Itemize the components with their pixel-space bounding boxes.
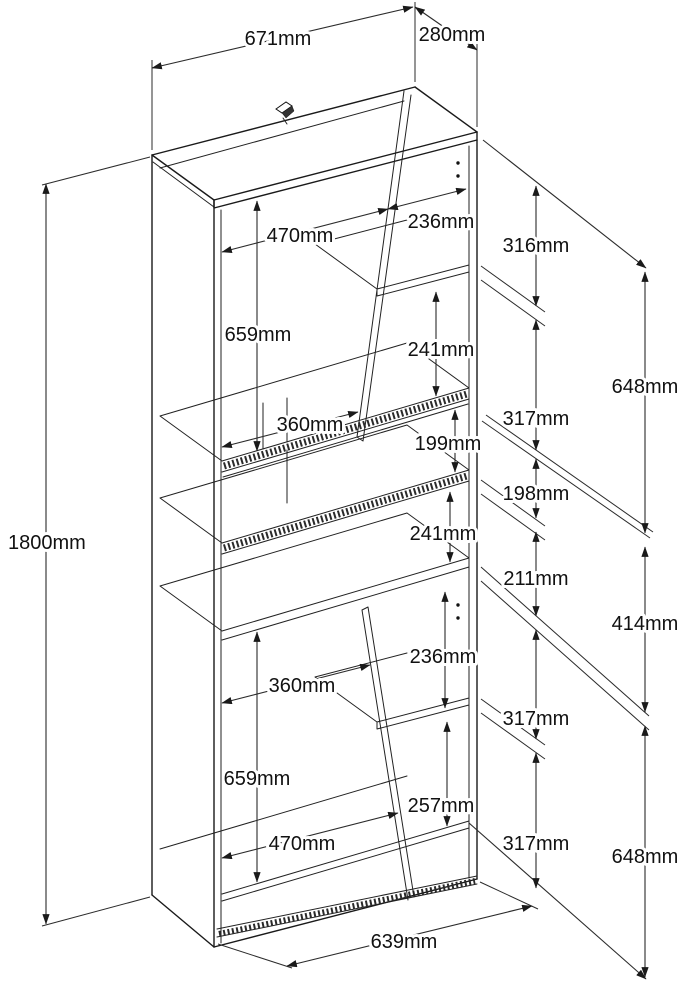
tilt-doors	[357, 91, 414, 900]
dim-label-right-segment-3: 198mm	[502, 483, 570, 505]
dim-label-right-middle-total: 414mm	[611, 613, 679, 635]
dim-label-top-depth: 280mm	[418, 24, 486, 46]
dim-label-upper-right-shelf-gap: 241mm	[407, 339, 475, 361]
dimension-labels	[8, 24, 678, 953]
dim-label-right-segment-2: 317mm	[502, 408, 570, 430]
dim-label-right-segment-4: 211mm	[503, 568, 569, 590]
dim-label-right-upper-total: 648mm	[611, 376, 679, 398]
dim-label-lower-right-shelf-gap: 257mm	[407, 795, 475, 817]
dim-label-middle-shelf-width: 360mm	[276, 414, 344, 436]
dim-label-middle-lower-gap: 241mm	[409, 523, 477, 545]
dim-label-right-lower-total: 648mm	[611, 846, 679, 868]
dim-label-lower-interior-width: 470mm	[268, 833, 336, 855]
dim-label-overall-height: 1800mm	[8, 532, 86, 554]
dim-label-lower-shelf-width: 360mm	[268, 675, 336, 697]
wall-bracket-icon	[276, 102, 294, 124]
dim-label-bottom-width: 639mm	[370, 931, 438, 953]
dim-label-lower-right-compartment: 236mm	[409, 646, 477, 668]
dim-label-upper-interior-width: 470mm	[266, 225, 334, 247]
dim-label-top-width: 671mm	[244, 28, 312, 50]
dim-label-upper-compartment-height: 659mm	[224, 324, 292, 346]
dim-label-right-segment-6: 317mm	[502, 833, 570, 855]
dim-label-tray-gap: 199mm	[414, 433, 482, 455]
dim-label-upper-right-compartment: 236mm	[407, 211, 475, 233]
dim-label-right-segment-5: 317mm	[502, 708, 570, 730]
dim-label-right-segment-1: 316mm	[502, 235, 570, 257]
dim-label-lower-compartment-height: 659mm	[223, 768, 291, 790]
